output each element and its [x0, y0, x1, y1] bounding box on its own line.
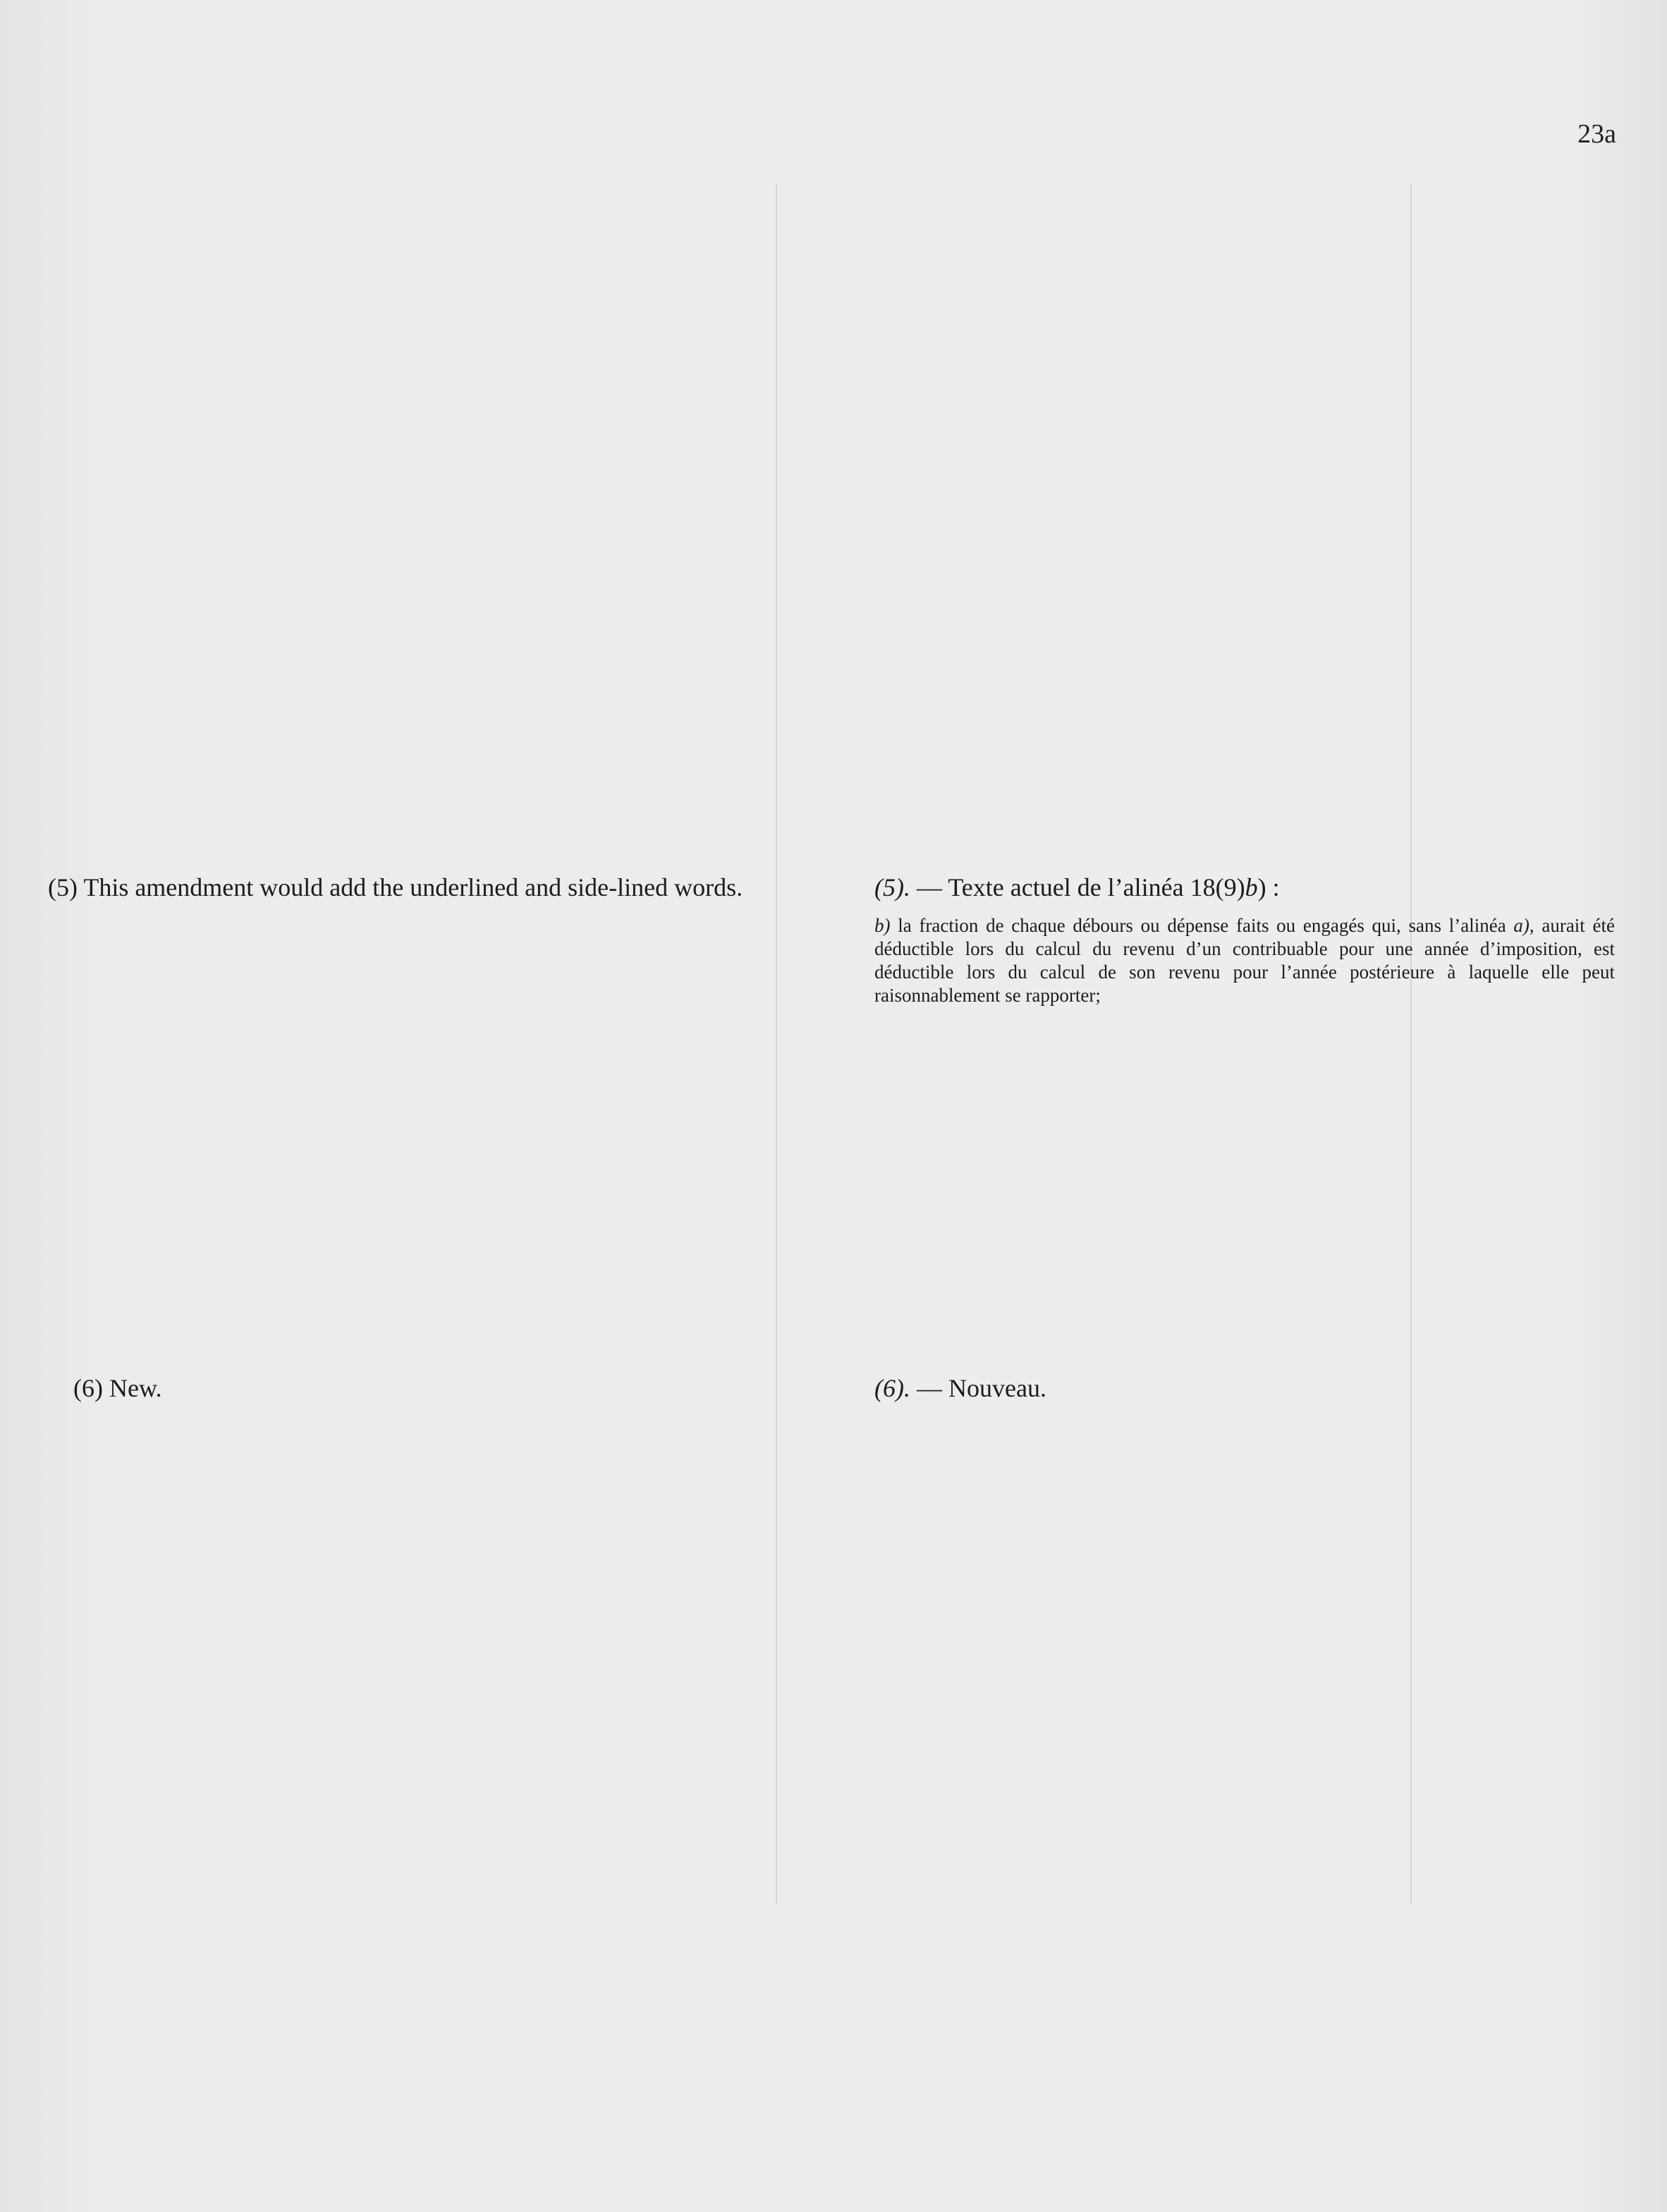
- note-fr-5-body-ref: a): [1513, 915, 1529, 936]
- note-fr-5-heading: [874, 872, 1615, 903]
- note-fr-5-ref: (5).: [874, 873, 910, 901]
- note-fr-5-body-text-2: , aurait été déductible lors du calcul du revenu d’un contribuable pour une année d’imposition, est déductible lors du calcul de son revenu pour l’année postérieure à laquelle elle peut raisonnablement se rapporter;: [874, 915, 1615, 1006]
- column-rule: [1410, 183, 1412, 1904]
- note-en-5: [48, 872, 817, 903]
- note-en-6-text: (6) New.: [73, 1374, 162, 1402]
- note-fr-6-text: — Nouveau.: [910, 1374, 1046, 1402]
- note-fr-5-heading-para: b: [1245, 873, 1258, 901]
- note-fr-5-body-para: b): [874, 915, 891, 936]
- column-rule: [776, 183, 777, 1904]
- note-fr-5-body: [874, 914, 1615, 1007]
- note-fr-5-body-text-1: la fraction de chaque débours ou dépense faits ou engagés qui, sans l’alinéa: [890, 915, 1514, 936]
- page-number: 23a: [1577, 119, 1616, 149]
- note-en-6: [73, 1373, 162, 1404]
- note-en-5-text: (5) This amendment would add the underlined and side-lined words.: [48, 873, 743, 901]
- note-fr-5-heading-end: ) :: [1257, 873, 1280, 901]
- note-fr-5: [874, 872, 1615, 1007]
- note-fr-6: [874, 1373, 1046, 1404]
- note-fr-6-ref: (6).: [874, 1374, 910, 1402]
- note-fr-5-heading-text: — Texte actuel de l’alinéa 18(9): [910, 873, 1245, 901]
